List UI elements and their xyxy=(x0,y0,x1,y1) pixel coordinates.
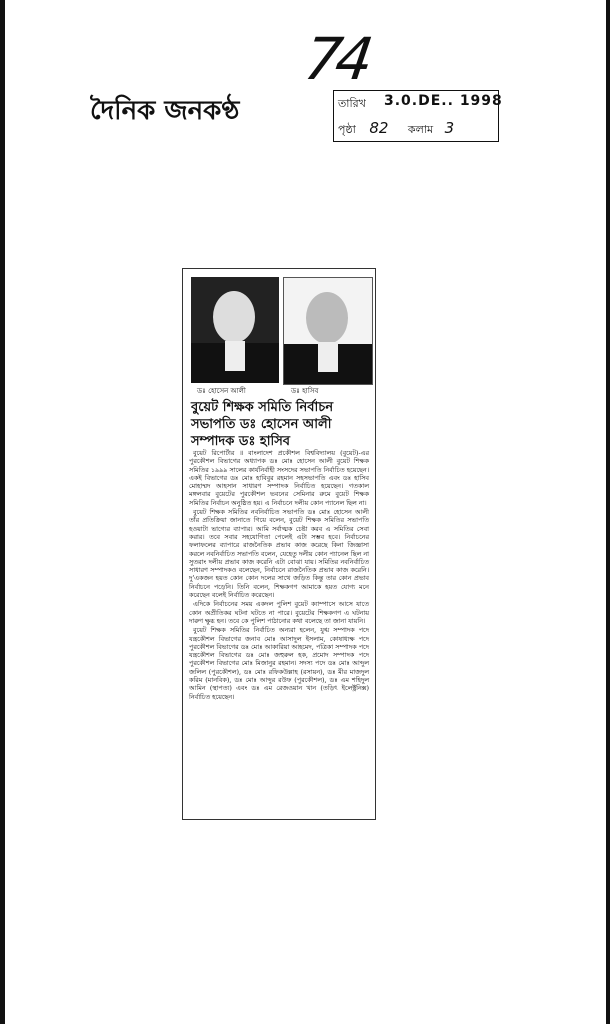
article-paragraph: বুয়েট শিক্ষক সমিতির নির্বাচিত অন্যরা হলেন, যুগ্ম সম্পাদক পদে যন্ত্রকৌশল বিভাগের জনাব মোঃ আসাদুল ইসলাম, কোষাধ্যক্ষ পদে পুরকৌশল বিভাগের ডঃ মোঃ আকারিয়া আহমেদ, পত্রিকা সম্পাদক পদে যন্ত্রকৌশল বিভাগের ডঃ মোঃ জহুরুল হক, প্রমোদ সম্পাদক পদে পুরকৌশল বিভাগের মোঃ মিজানুর রহমান। সদস্য পদে ডঃ মোঃ আব্দুল জলিল (পুরকৌশল), ডঃ মোঃ রফিকউল্লাহ (রসায়ন), ডঃ মীর মাজদুল করিম (মানবিক), ডঃ মোঃ আব্দুর রউফ (পুরকৌশল), ডঃ এম শহিদুল আমিন (স্থাপত্য) এবং ডঃ এম রেজওয়ান খান (তড়িৎ ইলেক্ট্রনিক্স) নির্বাচিত হয়েছেন। xyxy=(189,626,369,701)
photo-caption-2: ডঃ হাসিব xyxy=(291,387,319,395)
headline-line-1: বুয়েট শিক্ষক সমিতি নির্বাচন xyxy=(191,400,334,415)
photo-hossain-ali xyxy=(191,277,279,383)
headline-line-2: সভাপতি ডঃ হোসেন আলী xyxy=(191,417,332,432)
stamp-date: 3.0.DE.. 1998 xyxy=(384,93,503,109)
article-paragraph: এদিকে নির্বাচনের সময় একদল পুলিশ বুয়েট ক্যাম্পাসে আসে যাতে কোন অপ্রীতিকর ঘটনা ঘটতে না পারে। বুয়েটের শিক্ষকগণ এ ঘটনায় দারুণ ক্ষুব্ধ হন। তবে কে পুলিশ পাঠানোর কথা বলেছে তা জানা যায়নি। xyxy=(189,600,369,625)
stamp-column-label: কলাম xyxy=(407,123,434,136)
article-body xyxy=(189,449,369,702)
headline-line-3: সম্পাদক ডঃ হাসিব xyxy=(191,434,291,449)
scan-edge-left xyxy=(0,0,5,1024)
article-headline xyxy=(191,399,367,450)
article-paragraph: বুয়েট রিপোর্টার ॥ বাংলাদেশ প্রকৌশল বিশ্ববিদ্যালয় (বুয়েট)-এর পুরকৌশল বিভাগের অধ্যাপক ডঃ মোঃ হোসেন আলী বুয়েট শিক্ষক সমিতির ১৯৯৯ সালের কার্যনির্বাহী সংসদের সভাপতি নির্বাচিত হয়েছেন। একই বিভাগের ডঃ মোঃ হাবিবুর রহমান সহসভাপতি এবং ডঃ হাসিব মোহাম্মদ আহসান সাধারণ সম্পাদক নির্বাচিত হয়েছেন। গতকাল মঙ্গলবার বুয়েটের পুরকৌশল ভবনের সেমিনার রুমে বুয়েট শিক্ষক সমিতির নির্বাচন অনুষ্ঠিত হয়। এ নির্বাচনে দলীয় কোন প্যানেল ছিল না। xyxy=(189,449,369,507)
stamp-column-value: 3 xyxy=(444,119,455,137)
archive-stamp xyxy=(333,90,503,142)
scan-edge-right xyxy=(606,0,610,1024)
photo-caption-1: ডঃ হোসেন আলী xyxy=(197,387,246,395)
article-paragraph: বুয়েট শিক্ষক সমিতির নবনির্বাচিত সভাপতি ডঃ মোঃ হোসেন আলী তাঁর প্রতিক্রিয়া জানাতে গিয়ে বলেন, বুয়েট শিক্ষক সমিতির সভাপতি হওয়াটা ভাগ্যের ব্যাপার। আমি সর্বাত্মক চেষ্টা করব এ সমিতির সেবা করার। তবে সবার সহযোগিতা পেলেই এটা সম্ভব হবে। নির্বাচনের ফলাফলের ব্যাপারে রাজনৈতিক প্রভাব কাজ করেছে কিনা জিজ্ঞাসা করলে নবনির্বাচিত সভাপতি বলেন, যেহেতু দলীয় কোন প্যানেল ছিল না সুতরাং দলীয় প্রভাব কাজ করেনি এটা বোঝা যায়। সমিতির নবনির্বাচিত সাধারণ সম্পাদকও বলেছেন, নির্বাচনে রাজনৈতিক প্রভাব কাজ করেনি। দু'একজন হয়ত কোন কোন দলের সাথে জড়িত কিন্তু তার কোন প্রভাব নির্বাচনে পড়েনি। তিনি বলেন, শিক্ষকগণ আমাকে হয়ত যোগ্য মনে করেছেন বলেই নির্বাচিত করেছেন। xyxy=(189,508,369,600)
newspaper-clipping xyxy=(182,268,376,820)
handwritten-number: 74 xyxy=(300,25,372,93)
stamp-date-label: তারিখ xyxy=(338,97,366,110)
stamp-page-label: পৃষ্ঠা xyxy=(338,123,356,136)
photo-hasib xyxy=(283,277,373,385)
stamp-page-value: 82 xyxy=(369,119,389,137)
newspaper-name: দৈনিক জনকণ্ঠ xyxy=(90,96,240,126)
